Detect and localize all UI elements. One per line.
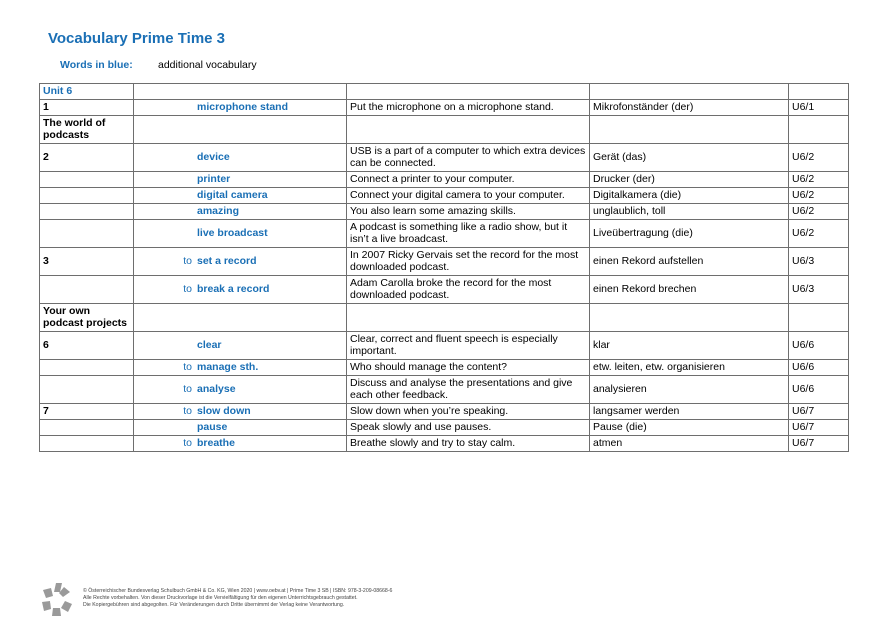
- section-cell: [40, 360, 134, 376]
- word-cell: [134, 220, 347, 248]
- example-sentence-cell: [347, 84, 590, 100]
- word-cell: [134, 204, 347, 220]
- section-cell: 1: [40, 100, 134, 116]
- word-cell: [134, 404, 347, 420]
- infinitive-marker: to: [183, 436, 192, 449]
- german-translation-cell: einen Rekord aufstellen: [590, 248, 789, 276]
- table-row: [40, 304, 849, 332]
- table-row: [40, 332, 849, 360]
- table-row: [40, 220, 849, 248]
- section-cell: 2: [40, 144, 134, 172]
- table-row: [40, 420, 849, 436]
- german-translation-cell: Digitalkamera (die): [590, 188, 789, 204]
- table-row: [40, 84, 849, 100]
- copyright-line-3: Die Kopiergebühren sind abgegolten. Für Veränderungen durch Dritte übernimmt der Verlag keine Verantwortung.: [83, 602, 345, 608]
- vocab-word: manage sth.: [197, 360, 259, 373]
- unit-reference-cell: U6/2: [789, 204, 849, 220]
- example-sentence-cell: Put the microphone on a microphone stand.: [347, 100, 590, 116]
- logo-text: öbv: [49, 597, 65, 606]
- unit-reference-cell: [789, 304, 849, 332]
- vocab-word: analyse: [197, 382, 236, 395]
- word-cell: [134, 360, 347, 376]
- vocabulary-table-body: [40, 84, 849, 452]
- word-cell: [134, 144, 347, 172]
- section-cell: [40, 188, 134, 204]
- example-sentence-cell: Adam Carolla broke the record for the most downloaded podcast.: [347, 276, 590, 304]
- table-row: [40, 144, 849, 172]
- word-cell: [134, 116, 347, 144]
- vocab-word: breathe: [197, 436, 235, 449]
- copyright-notice: [83, 588, 392, 609]
- word-cell: [134, 188, 347, 204]
- word-cell: [134, 248, 347, 276]
- vocab-word: live broadcast: [197, 226, 268, 239]
- legend-key: Words in blue:: [60, 59, 133, 71]
- table-row: [40, 276, 849, 304]
- section-cell: [40, 220, 134, 248]
- word-cell: [134, 304, 347, 332]
- word-cell: [134, 84, 347, 100]
- copyright-line-2: Alle Rechte vorbehalten. Von dieser Druckvorlage ist die Vervielfältigung für den eigenen Unterrichtsgebrauch gestattet.: [83, 595, 358, 601]
- section-cell: [40, 276, 134, 304]
- unit-reference-cell: U6/6: [789, 332, 849, 360]
- example-sentence-cell: Slow down when you’re speaking.: [347, 404, 590, 420]
- example-sentence-cell: USB is a part of a computer to which extra devices can be connected.: [347, 144, 590, 172]
- table-row: [40, 116, 849, 144]
- table-row: [40, 100, 849, 116]
- example-sentence-cell: Connect a printer to your computer.: [347, 172, 590, 188]
- infinitive-marker: to: [183, 282, 192, 295]
- legend: [60, 59, 257, 71]
- copyright-line-1: © Österreichischer Bundesverlag Schulbuch GmbH & Co. KG, Wien 2020 | www.oebv.at | Prime Time 3 SB | ISBN: 978-3-209-08668-6: [83, 588, 393, 594]
- unit-reference-cell: [789, 84, 849, 100]
- vocabulary-table: [39, 83, 849, 452]
- word-cell: [134, 436, 347, 452]
- unit-reference-cell: [789, 116, 849, 144]
- german-translation-cell: unglaublich, toll: [590, 204, 789, 220]
- example-sentence-cell: Discuss and analyse the presentations and give each other feedback.: [347, 376, 590, 404]
- unit-reference-cell: U6/3: [789, 276, 849, 304]
- word-cell: [134, 332, 347, 360]
- unit-reference-cell: U6/2: [789, 188, 849, 204]
- oebv-logo: [40, 581, 74, 617]
- section-cell: [40, 172, 134, 188]
- german-translation-cell: Drucker (der): [590, 172, 789, 188]
- section-cell: 6: [40, 332, 134, 360]
- table-row: [40, 248, 849, 276]
- example-sentence-cell: Connect your digital camera to your computer.: [347, 188, 590, 204]
- example-sentence-cell: [347, 116, 590, 144]
- table-row: [40, 376, 849, 404]
- vocab-word: printer: [197, 172, 231, 185]
- word-cell: [134, 100, 347, 116]
- table-row: [40, 188, 849, 204]
- unit-reference-cell: U6/2: [789, 172, 849, 188]
- german-translation-cell: langsamer werden: [590, 404, 789, 420]
- table-row: [40, 172, 849, 188]
- unit-reference-cell: U6/7: [789, 420, 849, 436]
- page-title: Vocabulary Prime Time 3: [48, 30, 226, 47]
- german-translation-cell: Gerät (das): [590, 144, 789, 172]
- section-cell: Unit 6: [40, 84, 134, 100]
- vocab-word: clear: [197, 338, 222, 351]
- german-translation-cell: Liveübertragung (die): [590, 220, 789, 248]
- vocab-word: slow down: [197, 404, 251, 417]
- section-cell: 3: [40, 248, 134, 276]
- table-row: [40, 404, 849, 420]
- word-cell: [134, 376, 347, 404]
- example-sentence-cell: Who should manage the content?: [347, 360, 590, 376]
- german-translation-cell: [590, 116, 789, 144]
- table-row: [40, 360, 849, 376]
- german-translation-cell: klar: [590, 332, 789, 360]
- infinitive-marker: to: [183, 404, 192, 417]
- german-translation-cell: [590, 304, 789, 332]
- german-translation-cell: Mikrofonständer (der): [590, 100, 789, 116]
- section-cell: [40, 376, 134, 404]
- german-translation-cell: analysieren: [590, 376, 789, 404]
- unit-reference-cell: U6/2: [789, 144, 849, 172]
- table-row: [40, 204, 849, 220]
- german-translation-cell: [590, 84, 789, 100]
- example-sentence-cell: In 2007 Ricky Gervais set the record for the most downloaded podcast.: [347, 248, 590, 276]
- unit-reference-cell: U6/6: [789, 360, 849, 376]
- word-cell: [134, 276, 347, 304]
- german-translation-cell: atmen: [590, 436, 789, 452]
- section-cell: [40, 420, 134, 436]
- word-cell: [134, 172, 347, 188]
- section-cell: Your own podcast projects: [40, 304, 134, 332]
- vocab-word: digital camera: [197, 188, 268, 201]
- section-cell: [40, 436, 134, 452]
- vocab-word: device: [197, 150, 230, 163]
- unit-reference-cell: U6/7: [789, 404, 849, 420]
- vocab-word: break a record: [197, 282, 270, 295]
- unit-reference-cell: U6/1: [789, 100, 849, 116]
- section-cell: [40, 204, 134, 220]
- unit-reference-cell: U6/6: [789, 376, 849, 404]
- infinitive-marker: to: [183, 382, 192, 395]
- word-cell: [134, 420, 347, 436]
- unit-reference-cell: U6/2: [789, 220, 849, 248]
- infinitive-marker: to: [183, 360, 192, 373]
- example-sentence-cell: You also learn some amazing skills.: [347, 204, 590, 220]
- german-translation-cell: Pause (die): [590, 420, 789, 436]
- legend-value: additional vocabulary: [158, 59, 257, 71]
- infinitive-marker: to: [183, 254, 192, 267]
- unit-reference-cell: U6/7: [789, 436, 849, 452]
- vocab-word: pause: [197, 420, 228, 433]
- vocab-word: microphone stand: [197, 100, 289, 113]
- vocab-word: amazing: [197, 204, 240, 217]
- example-sentence-cell: A podcast is something like a radio show, but it isn’t a live broadcast.: [347, 220, 590, 248]
- german-translation-cell: etw. leiten, etw. organisieren: [590, 360, 789, 376]
- table-row: [40, 436, 849, 452]
- section-cell: 7: [40, 404, 134, 420]
- unit-reference-cell: U6/3: [789, 248, 849, 276]
- example-sentence-cell: [347, 304, 590, 332]
- example-sentence-cell: Speak slowly and use pauses.: [347, 420, 590, 436]
- section-cell: The world of podcasts: [40, 116, 134, 144]
- example-sentence-cell: Clear, correct and fluent speech is especially important.: [347, 332, 590, 360]
- example-sentence-cell: Breathe slowly and try to stay calm.: [347, 436, 590, 452]
- german-translation-cell: einen Rekord brechen: [590, 276, 789, 304]
- vocab-word: set a record: [197, 254, 257, 267]
